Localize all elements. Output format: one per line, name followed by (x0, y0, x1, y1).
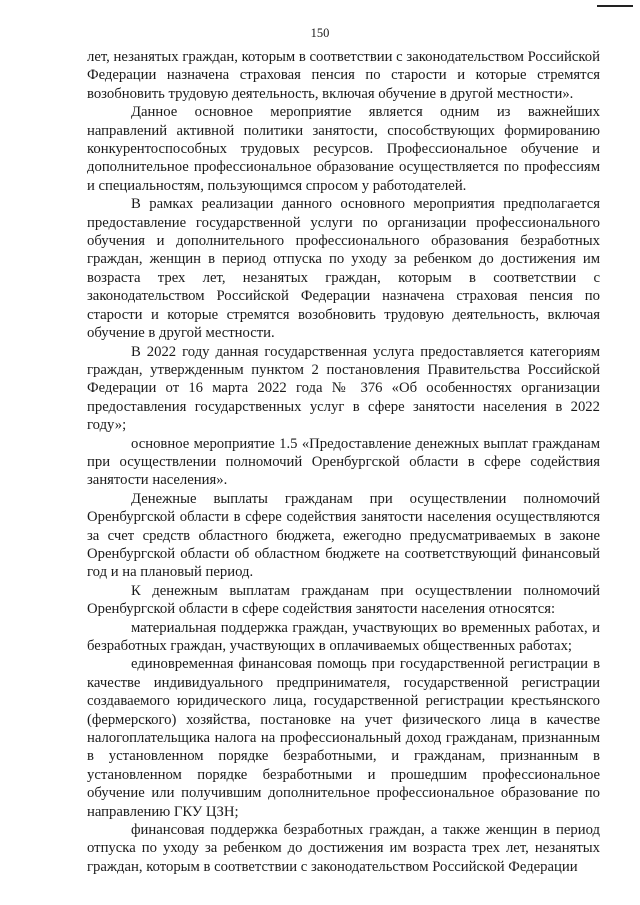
paragraph-4: В 2022 году данная государственная услуга предоставляется категориям граждан, утвержденным пунктом 2 постановления Правительства Российской Федерации от 16 марта 2022 года № 376 «Об особенностях организации предоставления государственных услуг в сфере занятости населения в 2022 году»; (87, 343, 600, 434)
document-body (87, 48, 600, 876)
top-rule (597, 5, 633, 7)
paragraph-6: Денежные выплаты гражданам при осуществлении полномочий Оренбургской области в сфере содействия занятости населения осуществляются за счет средств областного бюджета, ежегодно предусматриваемых в законе Оренбургской области об областном бюджете на соответствующий финансовый год и на плановый период. (87, 490, 600, 581)
paragraph-3: В рамках реализации данного основного мероприятия предполагается предоставление государственной услуги по организации профессионального обучения и дополнительного профессионального образования безработных граждан, женщин в период отпуска по уходу за ребенком до достижения им возраста трех лет, незанятых граждан, которым в соответствии с законодательством Российской Федерации назначена страховая пенсия по старости и которые стремятся возобновить трудовую деятельность, включая обучение в другой местности. (87, 196, 600, 342)
paragraph-10: финансовая поддержка безработных граждан, а также женщин в период отпуска по уходу за ребенком до достижения им возраста трех лет, незанятых граждан, которым в соответствии с законодательством Российской Федерации (87, 822, 600, 875)
page-number: 150 (310, 26, 330, 40)
paragraph-5: основное мероприятие 1.5 «Предоставление денежных выплат гражданам при осуществлении полномочий Оренбургской области в сфере содействия занятости населения». (87, 435, 600, 489)
paragraph-9: единовременная финансовая помощь при государственной регистрации в качестве индивидуального предпринимателя, государственной регистрации создаваемого юридического лица, государственной регистрации крестьянского (фермерского) хозяйства, постановке на учет физического лица в качестве налогоплательщика налога на профессиональный доход гражданам, признанным в установленном порядке безработными, и гражданам, признанным в установленном порядке безработными и прошедшим профессиональное обучение или получившим дополнительное профессиональное образование по направлению ГКУ ЦЗН; (87, 656, 600, 820)
paragraph-8: материальная поддержка граждан, участвующих во временных работах, и безработных граждан, участвующих в оплачиваемых общественных работах; (87, 619, 600, 654)
paragraph-7: К денежным выплатам гражданам при осуществлении полномочий Оренбургской области в сфере содействия занятости населения относятся: (87, 582, 600, 618)
paragraph-1: лет, незанятых граждан, которым в соответствии с законодательством Российской Федерации назначена страховая пенсия по старости и которые стремятся возобновить трудовую деятельность, включая обучение в другой местности». (87, 49, 600, 102)
paragraph-2: Данное основное мероприятие является одним из важнейших направлений активной политики занятости, способствующих формированию конкурентоспособных трудовых ресурсов. Профессиональное обучение и дополнительное профессиональное образование осуществляется по профессиям и специальностям, пользующимся спросом у работодателей. (87, 104, 600, 194)
